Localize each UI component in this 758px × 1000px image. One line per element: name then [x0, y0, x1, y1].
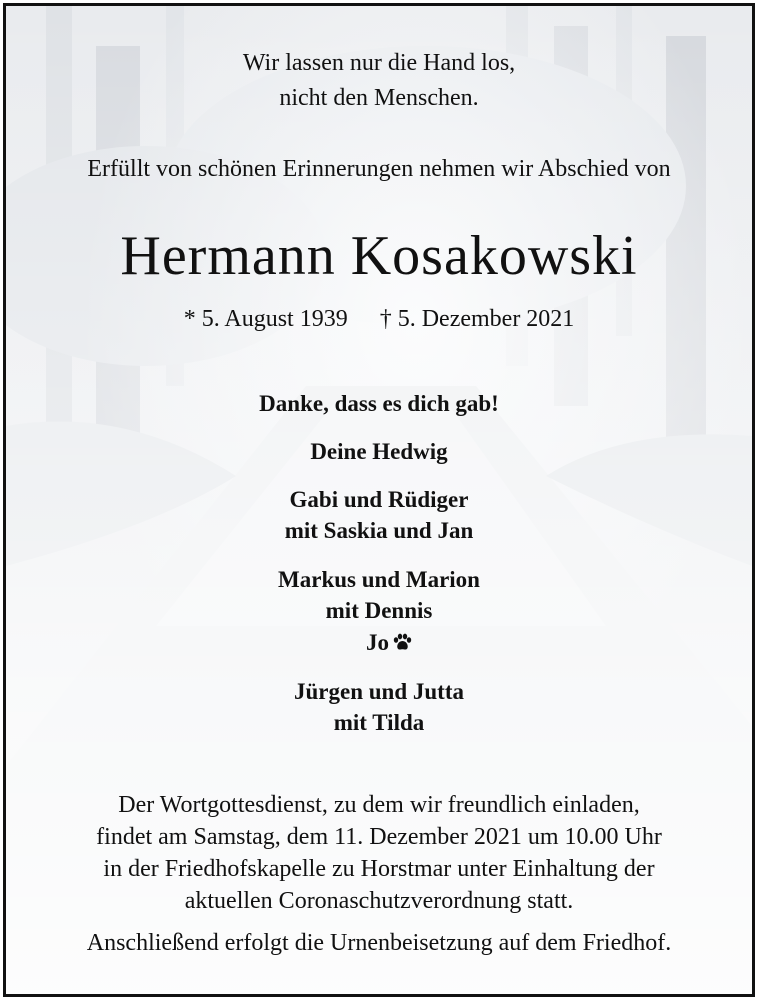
intro-text: Erfüllt von schönen Erinnerungen nehmen wir Abschied von — [87, 156, 671, 182]
spouse-name: Deine Hedwig — [310, 439, 448, 464]
thanks-line: Danke, dass es dich gab! — [259, 391, 499, 416]
verse-line-1: Wir lassen nur die Hand los, — [242, 50, 516, 76]
burial-note: Anschließend erfolgt die Urnenbeisetzung auf dem Friedhof. — [86, 930, 672, 956]
family-group-3-line-2: mit Tilda — [333, 710, 425, 735]
service-line-1: Der Wortgottesdienst, zu dem wir freundlich einladen, — [118, 792, 640, 818]
family-group-3-line-1: Jürgen und Jutta — [294, 679, 464, 704]
service-line-3: in der Friedhofskapelle zu Horstmar unter Einhaltung der — [103, 856, 655, 882]
deceased-name: Hermann Kosakowski — [120, 225, 638, 287]
service-line-4: aktuellen Coronaschutzverordnung statt. — [184, 888, 574, 914]
life-dates — [6, 306, 752, 333]
notice-content — [6, 6, 752, 994]
family-group-2-line-2: mit Dennis — [325, 598, 433, 623]
verse-line-2: nicht den Menschen. — [279, 85, 479, 111]
obituary-notice — [3, 3, 755, 997]
paw-print-icon — [392, 632, 412, 652]
family-group-1-line-1: Gabi und Rüdiger — [289, 487, 469, 512]
birth-date: * 5. August 1939 — [183, 306, 348, 332]
service-line-2: findet am Samstag, dem 11. Dezember 2021 um 10.00 Uhr — [96, 824, 662, 850]
family-group-2-line-3 — [6, 630, 752, 656]
pet-name: Jo — [366, 630, 389, 655]
family-group-2-line-1: Markus und Marion — [278, 567, 480, 592]
death-date: † 5. Dezember 2021 — [379, 306, 575, 332]
family-group-1-line-2: mit Saskia und Jan — [284, 518, 474, 543]
